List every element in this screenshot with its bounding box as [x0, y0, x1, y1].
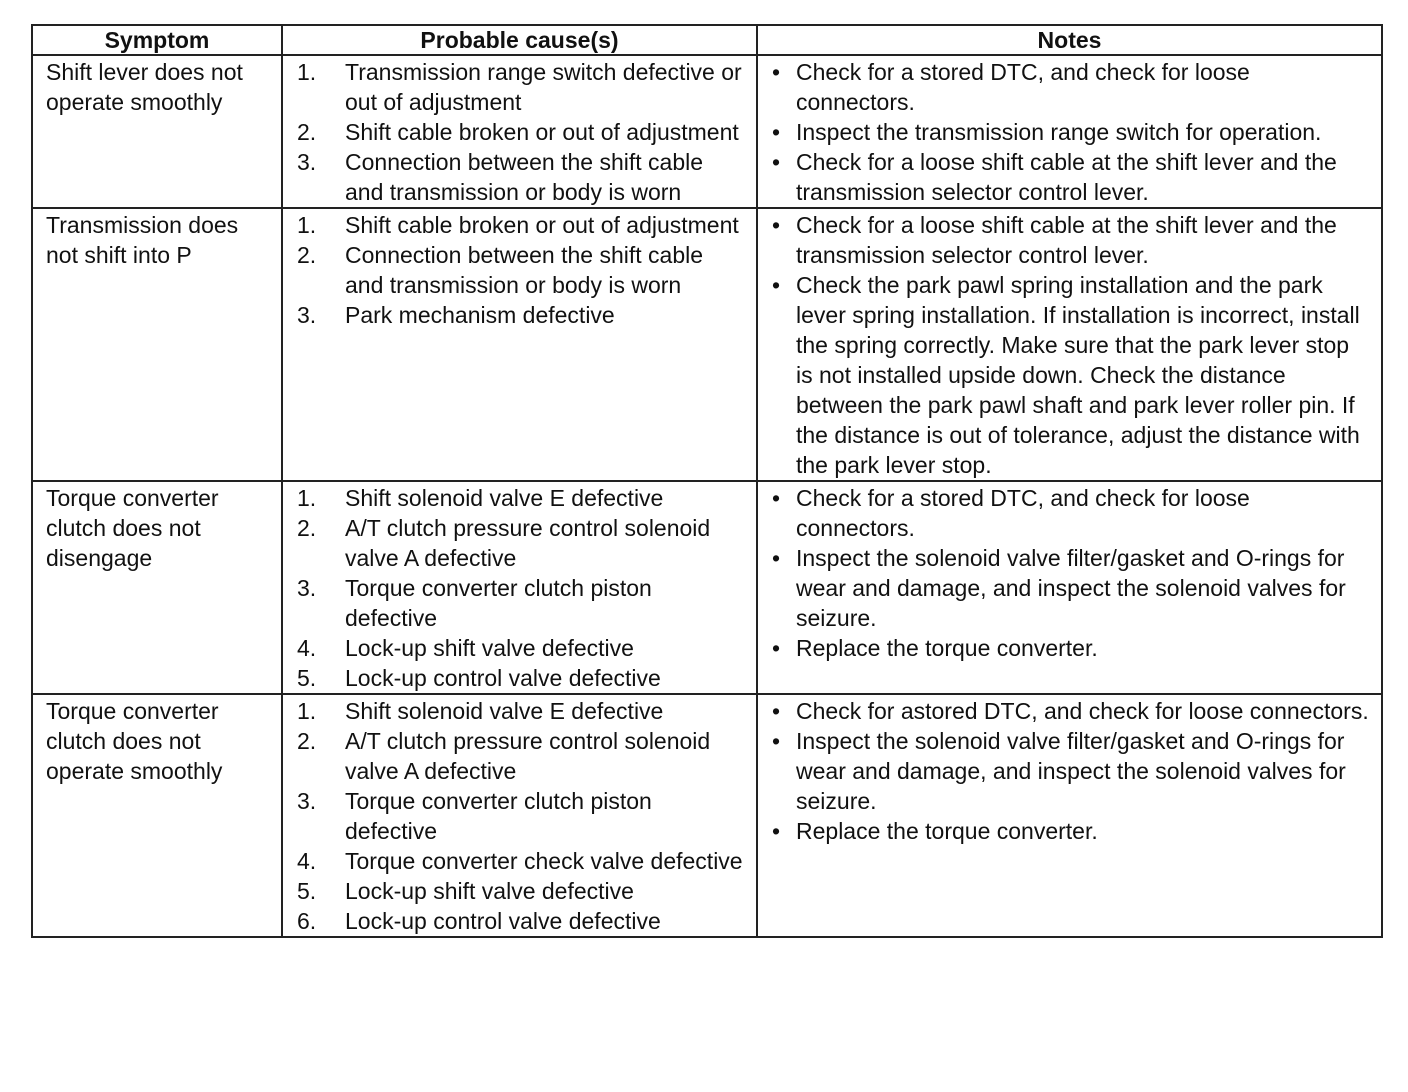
note-item	[772, 816, 1371, 846]
cause-text: Shift solenoid valve E defective	[345, 485, 664, 511]
cause-number: 4.	[297, 635, 317, 661]
cause-list	[297, 57, 746, 207]
cause-text: A/T clutch pressure control solenoid valve A defective	[345, 728, 711, 784]
note-text: Inspect the transmission range switch for operation.	[796, 119, 1322, 145]
cause-text: Shift solenoid valve E defective	[345, 698, 664, 724]
note-item	[772, 696, 1371, 726]
bullet-icon: •	[772, 212, 781, 238]
table-row	[32, 208, 1382, 481]
cause-item	[297, 513, 746, 573]
cause-number: 1.	[297, 485, 317, 511]
cause-text: Shift cable broken or out of adjustment	[345, 119, 739, 145]
cause-item	[297, 117, 746, 147]
cause-item	[297, 696, 746, 726]
cause-number: 1.	[297, 59, 317, 85]
cause-number: 3.	[297, 575, 317, 601]
note-text: Check for a loose shift cable at the shift lever and the transmission selector control lever.	[796, 149, 1337, 205]
cause-text: Torque converter clutch piston defective	[345, 788, 652, 844]
cause-number: 2.	[297, 119, 317, 145]
cause-number: 2.	[297, 728, 317, 754]
note-item	[772, 210, 1371, 270]
cause-item	[297, 147, 746, 207]
notes-list	[772, 57, 1371, 207]
note-item	[772, 726, 1371, 816]
cause-cell	[282, 481, 757, 694]
note-text: Check for a stored DTC, and check for loose connectors.	[796, 485, 1250, 541]
note-item	[772, 57, 1371, 117]
cause-number: 6.	[297, 908, 317, 934]
cause-item	[297, 846, 746, 876]
bullet-icon: •	[772, 635, 781, 661]
bullet-icon: •	[772, 698, 781, 724]
cause-text: Shift cable broken or out of adjustment	[345, 212, 739, 238]
notes-cell	[757, 694, 1382, 937]
note-text: Replace the torque converter.	[796, 818, 1098, 844]
cause-text: Torque converter check valve defective	[345, 848, 743, 874]
cause-text: Park mechanism defective	[345, 302, 615, 328]
bullet-icon: •	[772, 272, 781, 298]
bullet-icon: •	[772, 149, 781, 175]
note-text: Replace the torque converter.	[796, 635, 1098, 661]
cause-item	[297, 663, 746, 693]
cause-item	[297, 300, 746, 330]
cause-cell	[282, 208, 757, 481]
cause-number: 1.	[297, 698, 317, 724]
symptom-cell: Transmission does not shift into P	[32, 208, 282, 481]
notes-cell	[757, 55, 1382, 208]
symptom-cell: Shift lever does not operate smoothly	[32, 55, 282, 208]
cause-number: 4.	[297, 848, 317, 874]
cause-number: 2.	[297, 242, 317, 268]
cause-text: Transmission range switch defective or out of adjustment	[345, 59, 742, 115]
header-row	[32, 25, 1382, 55]
note-item	[772, 483, 1371, 543]
cause-number: 5.	[297, 878, 317, 904]
symptom-cell: Torque converter clutch does not disengage	[32, 481, 282, 694]
cause-number: 3.	[297, 302, 317, 328]
note-item	[772, 633, 1371, 663]
cause-text: Lock-up shift valve defective	[345, 878, 634, 904]
note-text: Check for a loose shift cable at the shift lever and the transmission selector control lever.	[796, 212, 1337, 268]
bullet-icon: •	[772, 728, 781, 754]
note-text: Check for a stored DTC, and check for loose connectors.	[796, 59, 1250, 115]
symptom-cell: Torque converter clutch does not operate smoothly	[32, 694, 282, 937]
cause-item	[297, 906, 746, 936]
cause-number: 2.	[297, 515, 317, 541]
note-text: Inspect the solenoid valve filter/gasket and O-rings for wear and damage, and inspect the solenoid valves for seizure.	[796, 545, 1346, 631]
troubleshooting-table	[31, 24, 1383, 938]
bullet-icon: •	[772, 119, 781, 145]
cause-item	[297, 726, 746, 786]
note-item	[772, 270, 1371, 480]
bullet-icon: •	[772, 59, 781, 85]
header-symptom: Symptom	[32, 25, 282, 55]
cause-list	[297, 483, 746, 693]
cause-number: 3.	[297, 788, 317, 814]
cause-item	[297, 786, 746, 846]
notes-list	[772, 210, 1371, 480]
header-notes: Notes	[757, 25, 1382, 55]
cause-item	[297, 240, 746, 300]
cause-list	[297, 210, 746, 330]
cause-list	[297, 696, 746, 936]
cause-item	[297, 483, 746, 513]
note-text: Check the park pawl spring installation and the park lever spring installation. If installation is incorrect, install the spring correctly. Make sure that the park lever stop is not installed upside down. Check the distance between the park pawl shaft and park lever roller pin. If the distance is out of tolerance, adjust the distance with the park lever stop.	[796, 272, 1360, 478]
cause-text: Torque converter clutch piston defective	[345, 575, 652, 631]
cause-number: 5.	[297, 665, 317, 691]
note-item	[772, 117, 1371, 147]
cause-cell	[282, 694, 757, 937]
cause-text: Connection between the shift cable and transmission or body is worn	[345, 242, 704, 298]
bullet-icon: •	[772, 818, 781, 844]
note-text: Check for astored DTC, and check for loose connectors.	[796, 698, 1369, 724]
note-item	[772, 543, 1371, 633]
cause-item	[297, 573, 746, 633]
notes-list	[772, 696, 1371, 846]
cause-number: 3.	[297, 149, 317, 175]
bullet-icon: •	[772, 485, 781, 511]
cause-cell	[282, 55, 757, 208]
note-text: Inspect the solenoid valve filter/gasket and O-rings for wear and damage, and inspect the solenoid valves for seizure.	[796, 728, 1346, 814]
cause-text: A/T clutch pressure control solenoid valve A defective	[345, 515, 711, 571]
table-row	[32, 481, 1382, 694]
notes-cell	[757, 481, 1382, 694]
cause-number: 1.	[297, 212, 317, 238]
header-probable-causes: Probable cause(s)	[282, 25, 757, 55]
cause-item	[297, 876, 746, 906]
note-item	[772, 147, 1371, 207]
table-row	[32, 694, 1382, 937]
table-row	[32, 55, 1382, 208]
cause-text: Lock-up control valve defective	[345, 665, 661, 691]
bullet-icon: •	[772, 545, 781, 571]
cause-item	[297, 210, 746, 240]
notes-cell	[757, 208, 1382, 481]
notes-list	[772, 483, 1371, 663]
cause-item	[297, 57, 746, 117]
cause-item	[297, 633, 746, 663]
cause-text: Lock-up shift valve defective	[345, 635, 634, 661]
cause-text: Connection between the shift cable and transmission or body is worn	[345, 149, 704, 205]
cause-text: Lock-up control valve defective	[345, 908, 661, 934]
